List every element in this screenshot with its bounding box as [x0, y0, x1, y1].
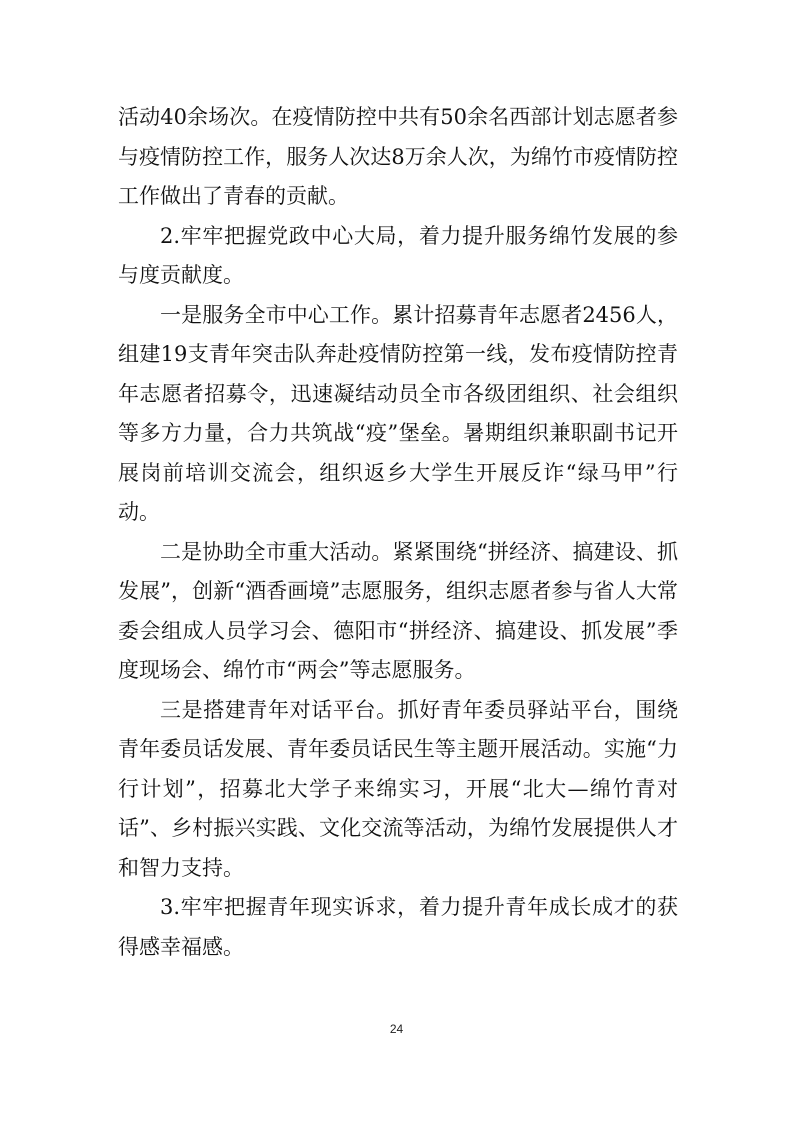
page-number: 24 [389, 1022, 404, 1036]
paragraph-heading-3: 3.牢牢把握青年现实诉求，着力提升青年成长成才的获得感幸福感。 [118, 895, 678, 959]
paragraph-heading-2: 2.牢牢把握党政中心大局，着力提升服务绵竹发展的参与度贡献度。 [118, 223, 678, 287]
document-body [118, 98, 678, 967]
paragraph-youth-dialogue-platform: 三是搭建青年对话平台。抓好青年委员驿站平台，围绕青年委员话发展、青年委员话民生等主题开展活动。实施“力行计划”，招募北大学子来绵实习，开展“北大—绵竹青对话”、乡村振兴实践、文化交流等活动，为绵竹发展提供人才和智力支持。 [118, 697, 678, 880]
paragraph-volunteer-service-summary: 活动40余场次。在疫情防控中共有50余名西部计划志愿者参与疫情防控工作，服务人次达8万余人次，为绵竹市疫情防控工作做出了青春的贡献。 [118, 105, 678, 208]
paragraph-major-activities: 二是协助全市重大活动。紧紧围绕“拼经济、搞建设、抓发展”，创新“酒香画境”志愿服务，组织志愿者参与省人大常委会组成人员学习会、德阳市“拼经济、搞建设、抓发展”季度现场会、绵竹市“两会”等志愿服务。 [118, 539, 678, 682]
paragraph-city-central-work: 一是服务全市中心工作。累计招募青年志愿者2456人，组建19支青年突击队奔赴疫情防控第一线，发布疫情防控青年志愿者招募令，迅速凝结动员全市各级团组织、社会组织等多方力量，合力共筑战“疫”堡垒。暑期组织兼职副书记开展岗前培训交流会，组织返乡大学生开展反诈“绿马甲”行动。 [118, 302, 678, 524]
